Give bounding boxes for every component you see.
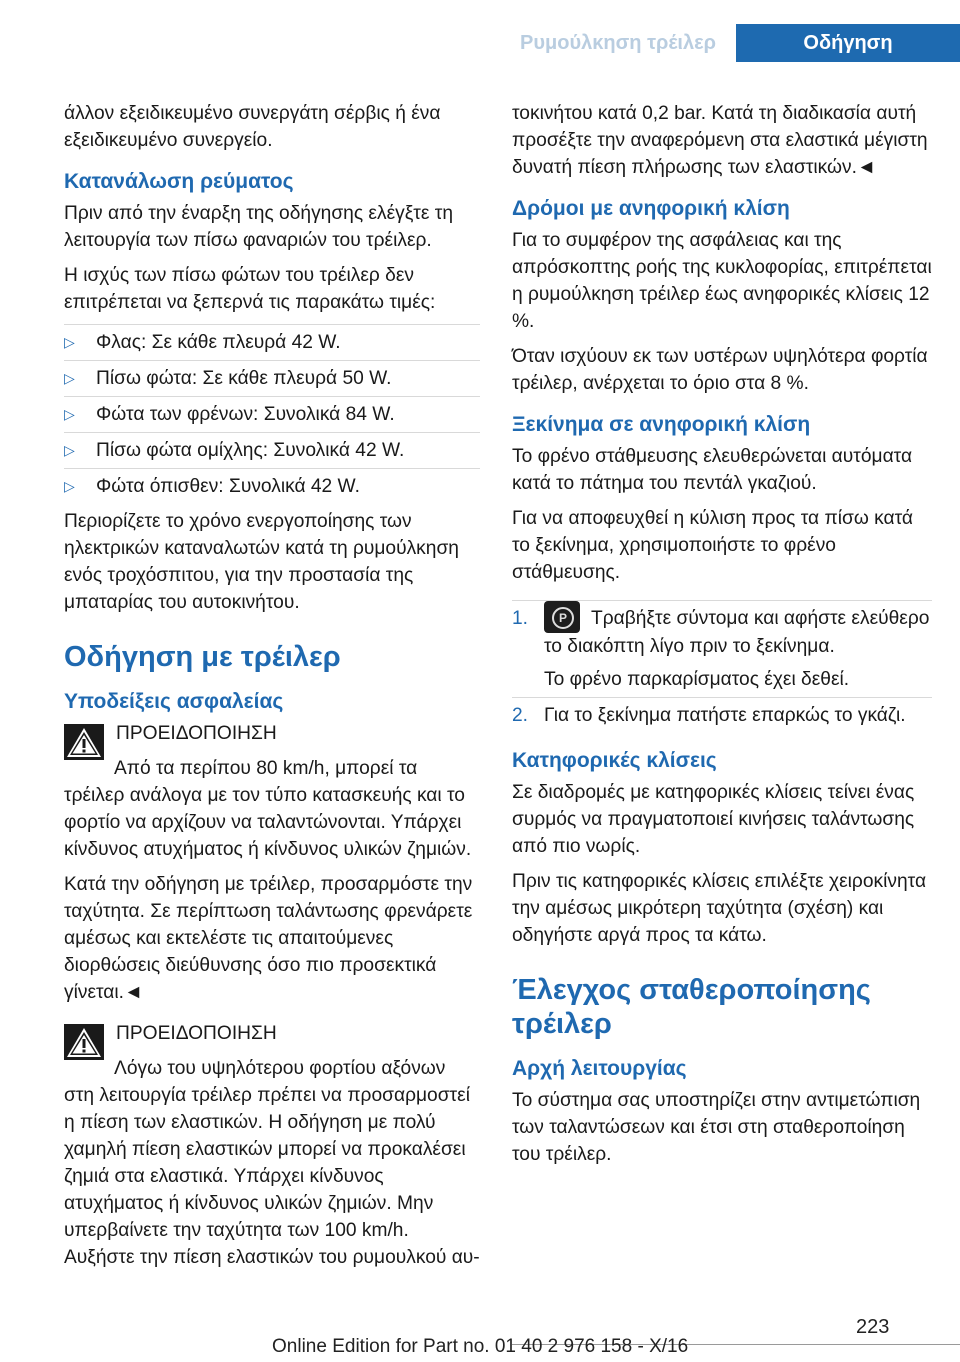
start-para-1: Το φρένο στάθμευσης ελευθερώνεται αυτόματα κατά το πάτημα του πεντάλ γκαζιού.: [512, 446, 913, 494]
parking-brake-icon: P: [544, 601, 580, 633]
triangle-bullet-icon: ▷: [64, 478, 75, 494]
header-tab-active[interactable]: Οδήγηση: [736, 24, 960, 62]
current-para-3: Περιορίζετε το χρόνο ενεργοποίησης των ηλεκτρικών καταναλωτών κατά τη ρυμούλκηση ενός τροχόσπιτου, για την προστασία της μπαταρίας του αυτοκινήτου.: [64, 511, 459, 613]
heading-stabilization: Έλεγχος σταθεροποίησης τρέιλερ: [512, 974, 871, 1040]
intro-text: άλλον εξειδικευμένο συνεργάτη σέρβις ή ένα εξειδικευμένο συνεργείο.: [64, 103, 441, 151]
warning-heading: ΠΡΟΕΙΔΟΠΟΙΗΣΗ: [116, 723, 277, 744]
wattage-list: [64, 324, 480, 504]
list-item-text: Φώτα των φρένων: Συνολικά 84 W.: [96, 404, 395, 425]
principle-para: Το σύστημα σας υποστηρίζει στην αντιμετώπιση των ταλαντώσεων και έτσι στη σταθεροποίηση του τρέιλερ.: [512, 1090, 921, 1165]
warning-block-1: [64, 720, 480, 1006]
step-number: 2.: [512, 705, 529, 726]
step-text: Τραβήξτε σύντομα και αφήστε ελεύθερο το διακόπτη λίγο πριν το ξεκίνημα.: [544, 608, 930, 657]
warning-heading: ΠΡΟΕΙΔΟΠΟΙΗΣΗ: [116, 1023, 277, 1044]
heading-current: Κατανάλωση ρεύματος: [64, 170, 294, 193]
uphill-para-2: Όταν ισχύουν εκ των υστέρων υψηλότερα φορτία τρέιλερ, ανέρχεται το όριο στα 8 %.: [512, 346, 928, 394]
list-item: [512, 697, 932, 733]
heading-downhill: Κατηφορικές κλίσεις: [512, 749, 717, 772]
warning-text-2: Κατά την οδήγηση με τρέιλερ, προσαρμόστε την ταχύτητα. Σε περίπτωση ταλάντωσης φρενάρετε αμέσως και εκτελέστε τις απαιτούμενες διορθώσεις διεύθυνσης όσο πιο προσεκτικά γίνεται.◄: [64, 874, 473, 1003]
list-item: [64, 396, 480, 432]
downhill-para-1: Σε διαδρομές με κατηφορικές κλίσεις τείνει ένας συρμός να πραγματοποιεί κινήσεις ταλάντωσης από πιο νωρίς.: [512, 782, 915, 857]
triangle-bullet-icon: ▷: [64, 370, 75, 386]
warning-block-2: [64, 1020, 480, 1271]
left-column: [64, 100, 480, 1279]
edition-text: Online Edition for Part no. 01 40 2 976 158 - X/16: [272, 1336, 689, 1357]
warning-triangle-icon: [64, 724, 104, 760]
heading-start: Ξεκίνημα σε ανηφορική κλίση: [512, 413, 811, 436]
warning-text: Από τα περίπου 80 km/h, μπορεί τα τρέιλερ ανάλογα με τον τύπο κατασκευής και το φορτίο να αρχίζουν να ταλαντώνονται. Υπάρχει κίνδυνος ατυχήματος ή κίνδυνος υλικών ζημιών.: [64, 758, 472, 860]
steps-list: [512, 600, 932, 733]
list-item-text: Φλας: Σε κάθε πλευρά 42 W.: [96, 332, 341, 353]
page-number: 223: [856, 1316, 890, 1338]
heading-principle: Αρχή λειτουργίας: [512, 1057, 687, 1080]
warning-triangle-icon: [64, 1024, 104, 1060]
list-item: [64, 432, 480, 468]
step-number: 1.: [512, 608, 529, 629]
triangle-bullet-icon: ▷: [64, 334, 75, 350]
triangle-bullet-icon: ▷: [64, 406, 75, 422]
list-item: [64, 324, 480, 360]
heading-safety: Υποδείξεις ασφαλείας: [64, 690, 284, 713]
current-para-1: Πριν από την έναρξη της οδήγησης ελέγξτε τη λειτουργία των πίσω φαναριών του τρέιλερ.: [64, 203, 454, 251]
list-item-text: Φώτα όπισθεν: Συνολικά 42 W.: [96, 476, 360, 497]
continued-text: τοκινήτου κατά 0,2 bar. Κατά τη διαδικασία αυτή προσέξτε την αναφερόμενη στα ελαστικά μέγιστη δυνατή πίεση πλήρωσης των ελαστικών.◄: [512, 103, 928, 178]
triangle-bullet-icon: ▷: [64, 442, 75, 458]
warning-text: Λόγω του υψηλότερου φορτίου αξόνων στη λειτουργία τρέιλερ πρέπει να προσαρμοστεί η πίεση των ελαστικών. Η οδήγηση με πολύ χαμηλή πίεση ελαστικών μπορεί να προκαλέσει ζημιά στα ελαστικά. Υπάρχει κίνδυνος ατυχήματος ή κίνδυνος υλικών ζημιών. Μην υπερβαίνετε την ταχύτητα των 100 km/h. Αυξήστε την πίεση ελαστικών του ρυμουλκού αυ-: [64, 1058, 480, 1268]
step-text: Για το ξεκίνημα πατήστε επαρκώς το γκάζι.: [544, 705, 906, 726]
list-item-text: Πίσω φώτα ομίχλης: Συνολικά 42 W.: [96, 440, 405, 461]
heading-driving: Οδήγηση με τρέιλερ: [64, 641, 341, 673]
list-item: [64, 360, 480, 396]
header-tab-section[interactable]: Ρυμούλκηση τρέιλερ: [520, 31, 716, 54]
downhill-para-2: Πριν τις κατηφορικές κλίσεις επιλέξτε χειροκίνητα την αμέσως μικρότερη ταχύτητα (σχέση) και οδηγήστε αργά προς τα κάτω.: [512, 871, 927, 946]
list-item: [512, 600, 932, 697]
start-para-2: Για να αποφευχθεί η κύλιση προς τα πίσω κατά το ξεκίνημα, χρησιμοποιήστε το φρένο στάθμευσης.: [512, 508, 913, 583]
list-item-text: Πίσω φώτα: Σε κάθε πλευρά 50 W.: [96, 368, 392, 389]
current-para-2: Η ισχύς των πίσω φώτων του τρέιλερ δεν επιτρέπεται να ξεπερνά τις παρακάτω τιμές:: [64, 265, 436, 313]
list-item: [64, 468, 480, 504]
step-subtext: Το φρένο παρκαρίσματος έχει δεθεί.: [544, 669, 850, 690]
right-column: [512, 100, 932, 1176]
heading-uphill: Δρόμοι με ανηφορική κλίση: [512, 197, 790, 220]
uphill-para-1: Για το συμφέρον της ασφάλειας και της απρόσκοπτης ροής της κυκλοφορίας, επιτρέπεται η ρυμούλκηση τρέιλερ έως ανηφορικές κλίσεις 12 %.: [512, 230, 932, 332]
